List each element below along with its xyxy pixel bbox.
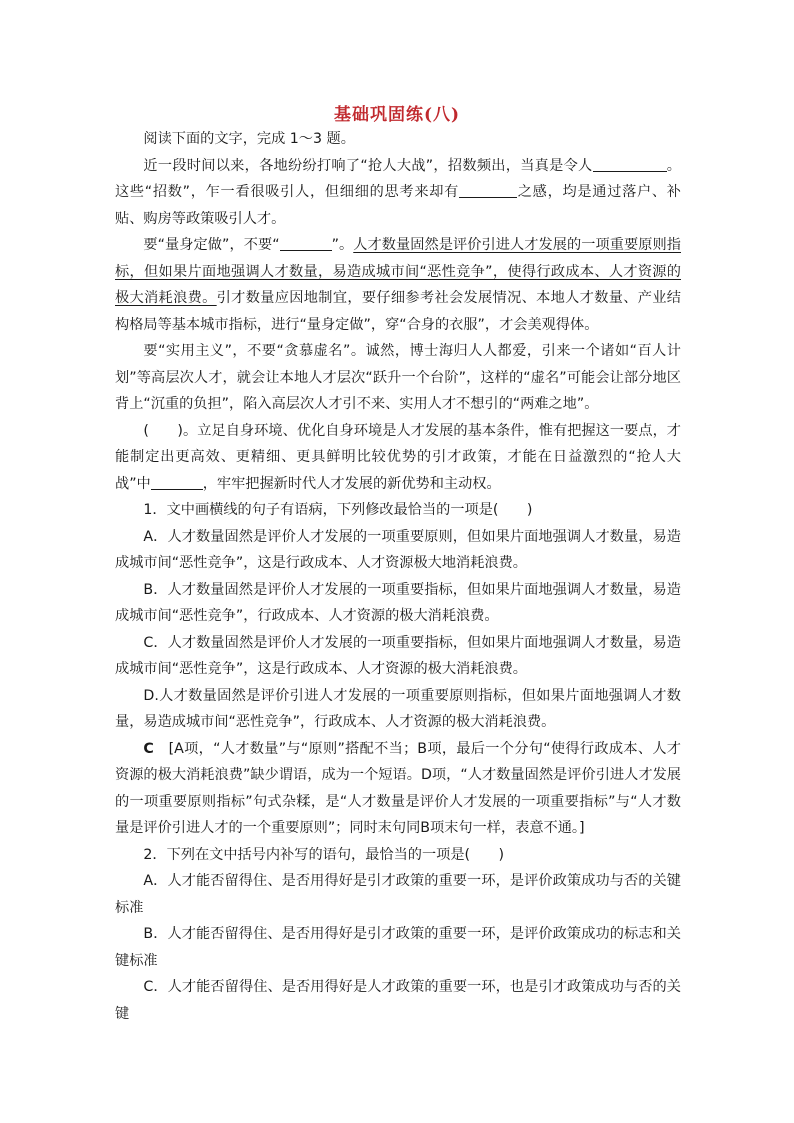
document-body <box>115 126 681 1027</box>
fill-blank-2 <box>459 183 517 198</box>
answer-letter: C <box>143 740 154 757</box>
passage-text: 。这些“招数”，乍一看很吸引人，但细细的思考来却有 <box>115 157 681 200</box>
passage-paragraph-3: 要“实用主义”，不要“贪慕虚名”。诚然，博士海归人人都爱，引来一个诸如“百人计划”等高层次人才，就会让本地人才层次“跃升一个台阶”，这样的“虚名”可能会让部分地区背上“沉重的负担”，陷入高层次人才引不来、实用人才不想引的“两难之地”。 <box>115 343 681 412</box>
question-2-stem: 2．下列在文中括号内补写的语句，最恰当的一项是( ) <box>143 846 504 863</box>
passage-text: 近一段时间以来，各地纷纷打响了“抢人大战”，招数频出，当真是令人 <box>143 157 593 174</box>
question-1-option-b: B．人才数量固然是评价人才发展的一项重要指标，但如果片面地强调人才数量，易造成城市间“恶性竞争”，行政成本、人才资源的极大消耗浪费。 <box>115 581 681 624</box>
question-2-option-b: B．人才能否留得住、是否用得好是引才政策的重要一环，是评价政策成功的标志和关键标准 <box>115 926 681 969</box>
fill-blank-4 <box>151 474 203 489</box>
question-1-answer <box>115 736 681 842</box>
passage-text: 引才数量应因地制宜，要仔细参考社会发展情况、本地人才数量、产业结构格局等基本城市指标，进行“量身定做”，穿“合身的衣服”，才会美观得体。 <box>115 290 681 333</box>
passage-text: 之感，均是通过落户、补贴、购房等政策吸引人才。 <box>115 184 681 227</box>
instruction: 阅读下面的文字，完成 1～3 题。 <box>143 131 355 147</box>
fill-blank-1 <box>593 156 667 171</box>
passage-paragraph-1 <box>115 153 681 233</box>
question-1-stem: 1．文中画横线的句子有语病，下列修改最恰当的一项是( ) <box>143 502 533 518</box>
passage-paragraph-2 <box>115 232 681 338</box>
question-2-option-a: A．人才能否留得住、是否用得好是引才政策的重要一环，是评价政策成功与否的关键标准 <box>115 873 681 916</box>
answer-explanation: [A项，“人才数量”与“原则”搭配不当；B项，最后一个分句“使得行政成本、人才资源的极大消耗浪费”缺少谓语，成为一个短语。D项，“人才数量固然是评价引进人才发展的一项重要原则指标”句式杂糅，是“人才数量是评价人才发展的一项重要指标”与“人才数量是评价引进人才的一个重要原则”；同时末句同B项末句一样，表意不通。] <box>115 740 681 836</box>
passage-text: ”。 <box>331 237 354 253</box>
question-1-option-c: C．人才数量固然是评价人才发展的一项重要指标，但如果片面地强调人才数量，易造成城市间“恶性竞争”，这是行政成本、人才资源的极大消耗浪费。 <box>115 634 681 677</box>
question-2-option-c: C．人才能否留得住、是否用得好是人才政策的重要一环，也是引才政策成功与否的关键 <box>115 979 681 1022</box>
passage-text: 要“量身定做”，不要“ <box>143 237 280 253</box>
passage-text: ( )。立足自身环境、优化自身环境是人才发展的基本条件，惟有把握这一要点，才能制定出更高效、更精细、更具鲜明比较优势的引才政策，才能在日益激烈的“抢人大战”中 <box>115 422 681 492</box>
fill-blank-3 <box>280 236 332 251</box>
page-title: 基础巩固练(八) <box>333 105 461 125</box>
passage-text: ，牢牢把握新时代人才发展的新优势和主动权。 <box>202 475 501 492</box>
underlined-sentence: 人才数量固然是评价引进人才发展的一项重要原则指标，但如果片面地强调人才数量，易造成城市间“恶性竞争”，使得行政成本、人才资源的极大消耗浪费。 <box>115 237 681 306</box>
question-1-option-d: D.人才数量固然是评价引进人才发展的一项重要原则指标，但如果片面地强调人才数量，易造成城市间“恶性竞争”，行政成本、人才资源的极大消耗浪费。 <box>115 687 681 730</box>
passage-paragraph-4 <box>115 418 681 498</box>
question-1-option-a: A．人才数量固然是评价人才发展的一项重要原则，但如果片面地强调人才数量，易造成城市间“恶性竞争”，这是行政成本、人才资源极大地消耗浪费。 <box>115 528 681 571</box>
